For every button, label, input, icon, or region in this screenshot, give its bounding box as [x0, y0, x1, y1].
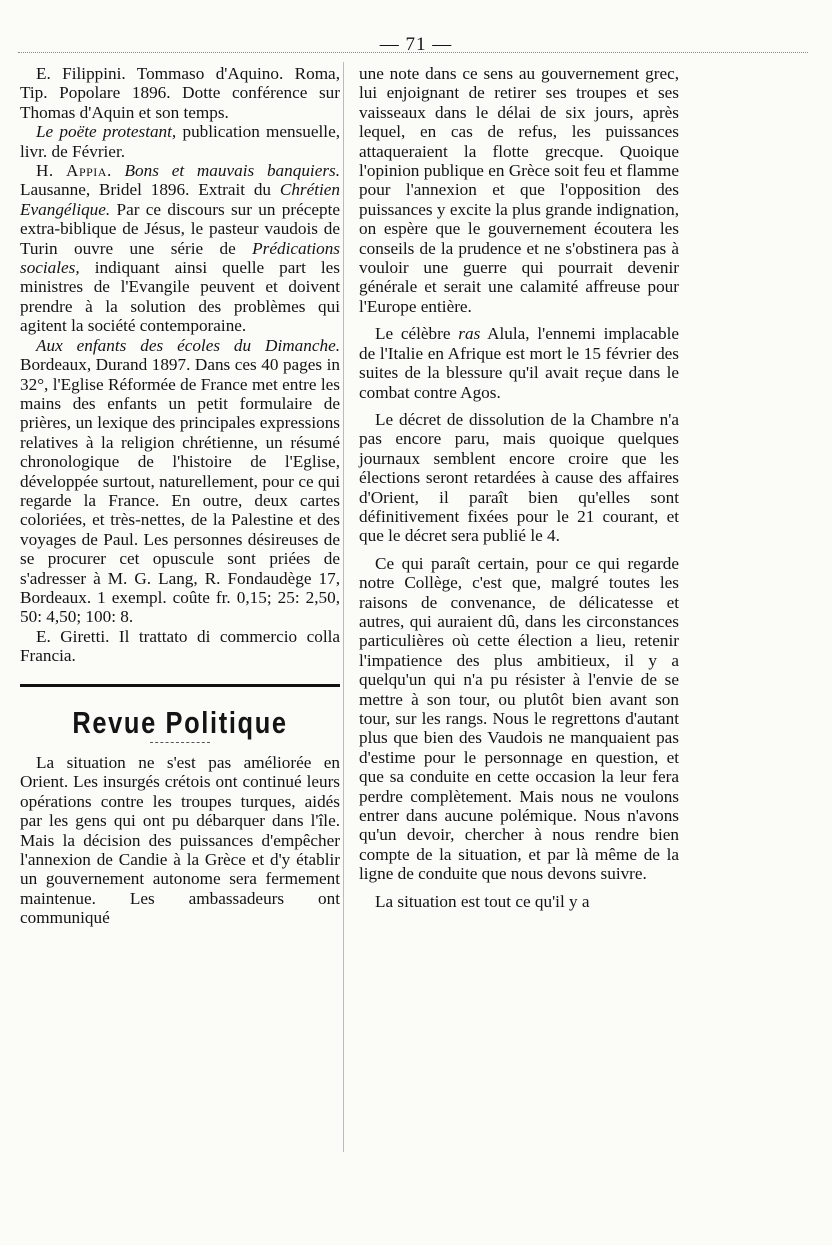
entry-filippini: E. Filippini. Tommaso d'Aquino. Roma, Tip. Popolare 1896. Dotte conférence sur Thomas d'Aquin et son temps.: [20, 64, 340, 122]
entry-text: Lausanne, Bridel 1896. Extrait du: [20, 180, 272, 200]
politics-paragraph-alula: [359, 324, 679, 402]
entry-title-italic: Le poëte protestant,: [36, 122, 177, 142]
right-column: [359, 64, 679, 911]
entry-text: publication mensuelle, livr. de Février.: [20, 122, 341, 161]
page-number: — 71 —: [379, 34, 453, 55]
politics-paragraph-dissolution: Le décret de dissolution de la Chambre n'a pas encore paru, mais quoique quelques journaux semblent encore croire que les élections seront retardées à cause des affaires d'Orient, il paraît bien qu'elles sont définitivement fixées pour le 21 courant, et que le décret sera publié le 4.: [359, 409, 679, 546]
entry-text: Bordeaux, Durand 1897. Dans ces 40 pages in 32°, l'Eglise Réformée de France met entre les mains des enfants un petit formulaire de prières, un lexique des principales expressions relatives à la religion chrétienne, un résumé chronologique de l'histoire de l'Eglise, développée surtout, naturellement, pour ce qui regarde la France. En outre, deux cartes coloriées, et très-nettes, de la Palestine et des voyages de Paul. Les personnes désireuses de se procurer cet opuscule sont priées de s'adresser à M. G. Lang, R. Fondaudège 17, Bordeaux. 1 exempl. coûte fr. 0,15; 25: 2,50, 50: 4,50; 100: 8.: [20, 355, 340, 627]
entry-text: Par ce discours sur un précepte extra-biblique de Jésus, le pasteur vaudois de Turin ouvre une série de: [20, 199, 340, 258]
entry-text: indiquant ainsi quelle part les ministres de l'Evangile peuvent et doivent prendre à la solution des problèmes qui agitent la société contemporaine.: [20, 258, 340, 336]
column-divider: [343, 62, 344, 1152]
politics-paragraph-college: Ce qui paraît certain, pour ce qui regarde notre Collège, c'est que, malgré toutes les raisons de convenance, de délicatesse et autres, qui auraient dû, dans les circonstances particulières où cette élection a lieu, retenir l'impatience des plus ambitieux, il y a quelqu'un qui n'a pu résister à l'envie de se mettre à son tour, ou plutôt bien avant son tour, sur les rangs. Nous le regrettons d'autant plus que bien des Vaudois ne manquaient pas d'estime pour le personnage en question, et que sa conduite en cette occasion la leur fera perdre complètement. Mais nous ne voulons entrer dans aucune polémique. Nous n'avons qu'un devoir, chercher à nous rendre bien compte de la situation, et par là même de la ligne de conduite que nous devons suivre.: [359, 553, 679, 884]
title-ornament-rule: [150, 742, 210, 743]
section-title: Revue Politique: [72, 704, 288, 740]
paragraph-text: Alula, l'ennemi implacable de l'Italie en Afrique est mort le 15 février des suites de la blessure qu'il avait reçue dans le combat contre Agos.: [359, 324, 679, 402]
ras-italic: ras: [458, 324, 481, 344]
politics-paragraph: La situation ne s'est pas améliorée en Orient. Les insurgés crétois ont continué leurs opérations contre les troupes turques, aidés par les gens qui ont pu débarquer dans l'île. Mais la décision des puissances d'empêcher l'annexion de Candie à la Grèce et d'y établir un gouvernement autonome sera fermement maintenue. Les ambassadeurs ont communiqué: [20, 753, 340, 928]
header-rule: [18, 52, 808, 53]
entry-giretti: E. Giretti. Il trattato di commercio colla Francia.: [20, 626, 340, 666]
entry-poete-protestant: [20, 122, 340, 161]
entry-series-italic: Prédications sociales,: [20, 238, 340, 278]
entry-appia: [20, 161, 340, 336]
left-column: [20, 64, 340, 928]
politics-paragraph-continued: une note dans ce sens au gouvernement grec, lui enjoignant de retirer ses troupes et ses vaisseaux dans le délai de six jours, après lequel, en cas de refus, les puissances attaqueraient la flotte grecque. Quoique l'opinion publique en Grèce soit feu et flamme pour l'annexion et que l'opposition des puissances y excite la plus grande indignation, on espère que le gouvernement écoutera les conseils de la prudence et ne s'obstinera pas à vouloir une guerre qui pourrait devenir générale et serait une calamité affreuse pour l'Europe entière.: [359, 64, 679, 316]
entry-ecoles-dimanche: [20, 336, 340, 627]
entry-journal-italic: Chrétien Evangélique.: [20, 180, 341, 219]
section-rule: [20, 684, 340, 687]
entry-author: H. Appia.: [36, 161, 112, 181]
entry-title-italic: Bons et mauvais banquiers.: [124, 161, 340, 181]
paragraph-text: Le célèbre: [375, 324, 451, 344]
politics-paragraph-situation: La situation est tout ce qu'il y a: [375, 891, 590, 911]
entry-title-italic: Aux enfants des écoles du Dimanche.: [36, 335, 340, 355]
